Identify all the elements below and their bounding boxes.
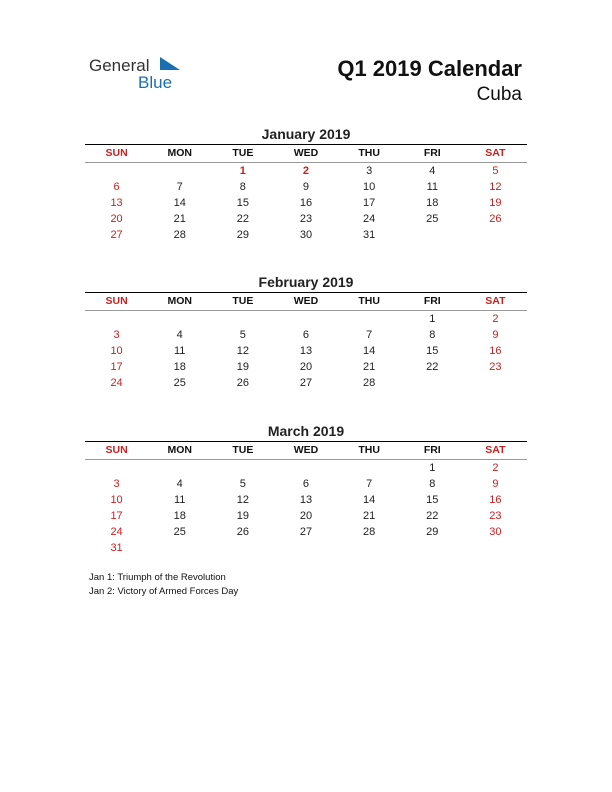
week-row	[85, 492, 527, 508]
day-cell: 31	[363, 229, 376, 241]
logo-word-blue: Blue	[138, 73, 173, 92]
weekday-header-mon: MON	[167, 147, 192, 159]
day-cell: 11	[426, 181, 438, 193]
weekday-header-sun: SUN	[105, 295, 128, 307]
logo-flag-icon	[160, 57, 182, 71]
day-cell: 29	[236, 229, 249, 241]
empty-day-cell	[148, 460, 211, 476]
week-row	[85, 211, 527, 227]
week-row	[85, 375, 527, 391]
day-cell: 4	[429, 165, 436, 177]
week-row	[85, 179, 527, 195]
day-cell: 10	[110, 494, 123, 506]
day-cell: 2	[302, 165, 310, 177]
weekday-header-thu: THU	[358, 295, 380, 307]
weekday-header-wed: WED	[293, 147, 319, 159]
weekday-header-row	[85, 145, 527, 162]
day-cell: 15	[426, 494, 439, 506]
day-cell: 10	[363, 181, 376, 193]
day-cell: 24	[110, 526, 123, 538]
day-cell: 27	[299, 526, 313, 538]
week-row	[85, 311, 527, 327]
day-cell: 15	[426, 345, 439, 357]
month-title: February 2019	[258, 274, 354, 290]
empty-day-cell	[464, 540, 527, 556]
day-cell: 9	[492, 478, 499, 490]
day-cell: 9	[492, 329, 499, 341]
month-title: January 2019	[261, 126, 351, 142]
day-cell: 20	[299, 510, 313, 522]
weekday-header-thu: THU	[358, 147, 380, 159]
day-cell: 22	[236, 213, 249, 225]
weekday-header-tue: TUE	[232, 147, 254, 159]
day-cell: 27	[110, 229, 123, 241]
day-cell: 18	[173, 361, 186, 373]
day-cell: 19	[489, 197, 502, 209]
weekday-header-sun: SUN	[105, 444, 128, 456]
day-cell: 25	[426, 213, 439, 225]
day-cell: 1	[429, 462, 436, 474]
empty-day-cell	[401, 375, 464, 391]
day-cell: 14	[363, 494, 376, 506]
day-cell: 16	[489, 345, 502, 357]
empty-day-cell	[211, 311, 274, 327]
holiday-notes	[89, 571, 238, 599]
day-cell: 17	[363, 197, 376, 209]
day-cell: 14	[173, 197, 186, 209]
week-row	[85, 359, 527, 375]
day-cell: 26	[236, 377, 249, 389]
day-cell: 12	[489, 181, 502, 193]
day-cell: 6	[302, 478, 310, 490]
day-cell: 28	[363, 526, 376, 538]
empty-day-cell	[211, 460, 274, 476]
week-row	[85, 508, 527, 524]
day-cell: 29	[426, 526, 439, 538]
day-cell: 23	[299, 213, 313, 225]
week-row	[85, 195, 527, 211]
day-cell: 1	[429, 313, 436, 325]
day-cell: 30	[489, 526, 502, 538]
day-cell: 8	[239, 181, 246, 193]
day-cell: 15	[236, 197, 249, 209]
day-cell: 8	[429, 329, 436, 341]
holiday-note: Jan 2: Victory of Armed Forces Day	[89, 586, 239, 597]
weekday-header-tue: TUE	[232, 444, 254, 456]
empty-day-cell	[85, 460, 148, 476]
week-row	[85, 524, 527, 540]
empty-day-cell	[274, 460, 337, 476]
empty-day-cell	[148, 163, 211, 179]
day-cell: 27	[299, 377, 313, 389]
empty-day-cell	[464, 227, 527, 243]
week-row	[85, 540, 527, 556]
month-title: March 2019	[267, 423, 345, 439]
day-cell: 22	[426, 510, 439, 522]
weekday-header-fri: FRI	[423, 295, 441, 307]
empty-day-cell	[401, 227, 464, 243]
day-cell: 5	[492, 165, 499, 177]
empty-day-cell	[274, 540, 337, 556]
empty-day-cell	[148, 540, 211, 556]
weekday-header-fri: FRI	[423, 147, 441, 159]
day-cell: 20	[110, 213, 123, 225]
day-cell: 22	[426, 361, 439, 373]
day-cell: 23	[489, 510, 502, 522]
holiday-note: Jan 1: Triumph of the Revolution	[89, 572, 226, 583]
day-cell: 21	[173, 213, 186, 225]
weekday-header-mon: MON	[167, 444, 192, 456]
day-cell: 13	[299, 494, 313, 506]
day-cell: 8	[429, 478, 436, 490]
day-cell: 25	[173, 526, 186, 538]
day-cell: 5	[239, 478, 246, 490]
weekday-header-sat: SAT	[485, 147, 506, 159]
week-row	[85, 327, 527, 343]
day-cell: 25	[173, 377, 186, 389]
weekday-header-thu: THU	[358, 444, 380, 456]
day-cell: 23	[489, 361, 502, 373]
day-cell: 12	[236, 345, 249, 357]
empty-day-cell	[338, 460, 401, 476]
weekday-header-tue: TUE	[232, 295, 254, 307]
weekday-header-sun: SUN	[105, 147, 128, 159]
week-row	[85, 343, 527, 359]
day-cell: 24	[110, 377, 123, 389]
day-cell: 13	[299, 345, 313, 357]
day-cell: 21	[363, 361, 376, 373]
weekday-header-wed: WED	[293, 444, 319, 456]
month-february	[85, 272, 527, 391]
day-cell: 3	[366, 165, 373, 177]
day-cell: 28	[173, 229, 186, 241]
day-cell: 6	[302, 329, 310, 341]
day-cell: 3	[113, 478, 120, 490]
weekday-header-sat: SAT	[485, 444, 506, 456]
weekday-header-row	[85, 442, 527, 459]
day-cell: 4	[176, 478, 183, 490]
week-row	[85, 227, 527, 243]
day-cell: 2	[492, 313, 499, 325]
empty-day-cell	[211, 540, 274, 556]
day-cell: 26	[236, 526, 249, 538]
day-cell: 11	[174, 345, 186, 357]
day-cell: 17	[110, 361, 123, 373]
day-cell: 7	[176, 181, 183, 193]
day-cell: 16	[299, 197, 313, 209]
day-cell: 10	[110, 345, 123, 357]
week-row	[85, 163, 527, 179]
day-cell: 30	[299, 229, 313, 241]
day-cell: 28	[363, 377, 376, 389]
day-cell: 4	[176, 329, 183, 341]
weekday-header-sat: SAT	[485, 295, 506, 307]
weekday-header-wed: WED	[293, 295, 319, 307]
day-cell: 12	[236, 494, 249, 506]
empty-day-cell	[464, 375, 527, 391]
page-title: Q1 2019 Calendar	[337, 56, 522, 81]
empty-day-cell	[401, 540, 464, 556]
weekday-header-row	[85, 293, 527, 310]
country-name: Cuba	[476, 84, 522, 105]
day-cell: 31	[110, 542, 123, 554]
day-cell: 14	[363, 345, 376, 357]
month-january	[85, 124, 527, 243]
day-cell: 20	[299, 361, 313, 373]
day-cell: 19	[236, 510, 249, 522]
day-cell: 2	[492, 462, 499, 474]
day-cell: 18	[426, 197, 439, 209]
day-cell: 16	[489, 494, 502, 506]
day-cell: 21	[363, 510, 376, 522]
day-cell: 19	[236, 361, 249, 373]
day-cell: 7	[366, 329, 373, 341]
week-row	[85, 476, 527, 492]
day-cell: 5	[239, 329, 246, 341]
generalblue-logo	[89, 56, 199, 96]
day-cell: 6	[113, 181, 120, 193]
day-cell: 26	[489, 213, 502, 225]
day-cell: 24	[363, 213, 376, 225]
day-cell: 9	[302, 181, 310, 193]
empty-day-cell	[148, 311, 211, 327]
month-march	[85, 421, 527, 556]
day-cell: 11	[174, 494, 186, 506]
day-cell: 17	[110, 510, 123, 522]
weekday-header-mon: MON	[167, 295, 192, 307]
empty-day-cell	[338, 540, 401, 556]
day-cell: 1	[239, 165, 246, 177]
day-cell: 7	[366, 478, 373, 490]
empty-day-cell	[338, 311, 401, 327]
empty-day-cell	[85, 163, 148, 179]
week-row	[85, 460, 527, 476]
day-cell: 3	[113, 329, 120, 341]
weekday-header-fri: FRI	[423, 444, 441, 456]
empty-day-cell	[85, 311, 148, 327]
day-cell: 18	[173, 510, 186, 522]
empty-day-cell	[274, 311, 337, 327]
day-cell: 13	[110, 197, 123, 209]
logo-word-general: General	[89, 56, 150, 75]
